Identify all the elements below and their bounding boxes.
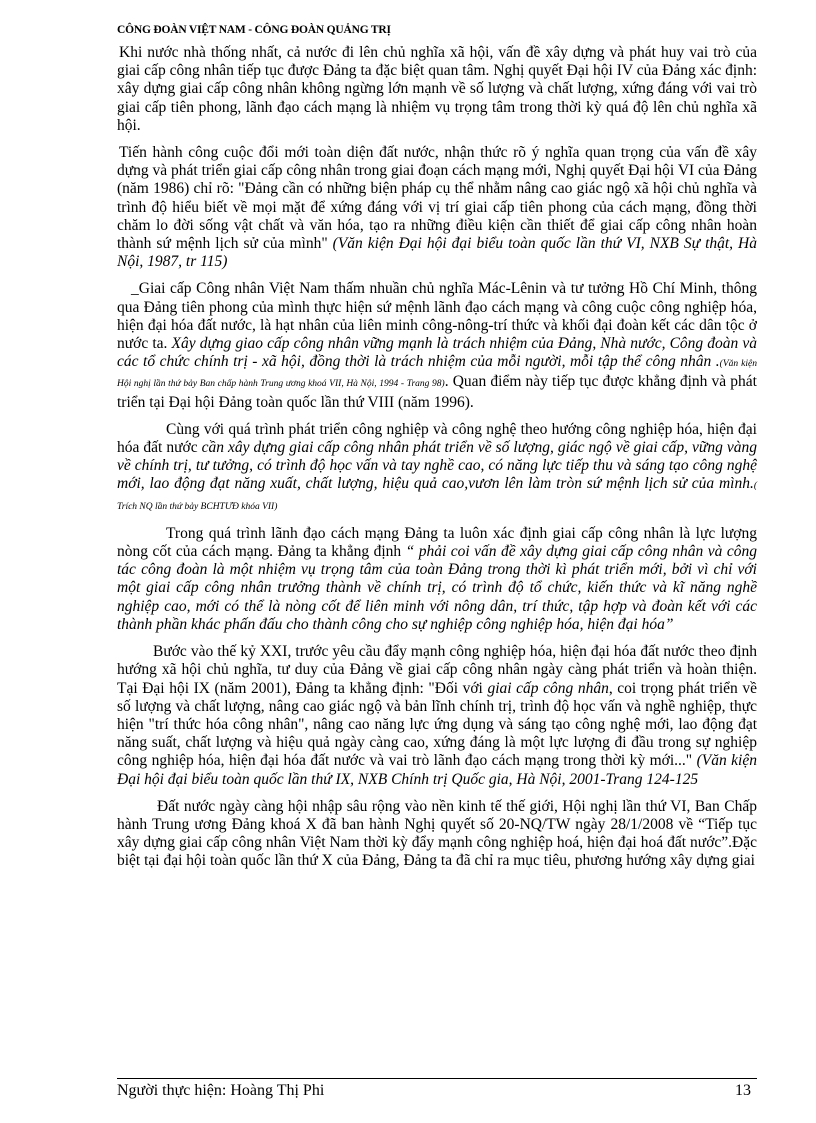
paragraph-3-italic: Xây dựng giao cấp công nhân vững mạnh là trách nhiệm của Đảng, Nhà nước, Công đoàn và các tổ chức chính trị - xã hội, đồng thời là trách nhiệm của mỗi người, mỗi tập thể công nhân . bbox=[117, 335, 757, 371]
paragraph-6-text-b: , coi trọng phát triển về số lượng và chất lượng, nâng cao giác ngộ và bản lĩnh chính trị, trình độ học vấn và nghề nghiệp, thực hiện "trí thức hóa công nhân", nâng cao năng lực ứng dụng và sáng tạo công nghệ mới, lao động đạt năng suất, chất lượng và hiệu quả ngày càng cao, xứng đáng là một lực lượng đi đầu trong sự nghiệp công nghiệp hóa, hiện đại hóa đất nước và vai trò lãnh đạo cách mạng trong thời kỳ mới..." bbox=[117, 679, 758, 770]
paragraph-2 bbox=[117, 144, 757, 271]
body-text bbox=[117, 44, 757, 880]
paragraph-3 bbox=[117, 280, 757, 411]
paragraph-6-citation: (Văn kiện Đại hội đại biểu toàn quốc lần thứ IX, NXB Chính trị Quốc gia, Hà Nội, 2001-Trang 124-125 bbox=[117, 752, 757, 788]
paragraph-4 bbox=[117, 421, 757, 516]
paragraph-5-text: Trong quá trình lãnh đạo cách mạng Đảng ta luôn xác định giai cấp công nhân là lực lượng nòng cốt của cách mạng. Đảng ta khẳng định bbox=[117, 524, 757, 561]
paragraph-6-text-a: Bước vào thế kỷ XXI, trước yêu cầu đẩy mạnh công nghiệp hóa, hiện đại hóa đất nước theo định hướng xã hội chủ nghĩa, tư duy của Đảng về giai cấp công nhân ngày càng phát triển và hoàn thiện. Tại Đại hội IX (năm 2001), Đảng ta khẳng định: "Đối với bbox=[117, 643, 757, 697]
page-number: 13 bbox=[735, 1082, 751, 1099]
page-header: CÔNG ĐOÀN VIỆT NAM - CÔNG ĐOÀN QUẢNG TRỊ bbox=[117, 24, 391, 36]
footer-author: Người thực hiện: Hoàng Thị Phi bbox=[117, 1082, 325, 1099]
paragraph-5-italic: “ phải coi vấn đề xây dựng giai cấp công nhân và công tác công đoàn là một nhiệm vụ trọng tâm của toàn Đảng trong thời kì phát triển mới, bởi vì chỉ với một giai cấp công nhân trưởng thành về chính trị, có trình độ tổ chức, kiến thức và kĩ năng nghề nghiệp cao, mới có thể là nòng cốt để liên minh với nông dân, trí thức, tập hợp và đoàn kết với các thành phần khác phấn đấu cho thành công cho sự nghiệp công nghiệp hóa, hiện đại hóa” bbox=[117, 543, 758, 633]
paragraph-3-end: . Quan điểm này tiếp tục được khẳng định và phát triển tại Đại hội Đảng toàn quốc lần thứ VIII (năm 1996). bbox=[117, 373, 757, 411]
paragraph-6-italic: giai cấp công nhân bbox=[487, 679, 609, 697]
paragraph-4-text: Cùng với quá trình phát triển công nghiệp và công nghệ theo hướng công nghiệp hóa, hiện đại hóa đất nước bbox=[117, 420, 757, 457]
paragraph-2-citation: (Văn kiện Đại hội đại biểu toàn quốc lần thứ VI, NXB Sự thật, Hà Nội, 1987, tr 115) bbox=[117, 235, 757, 271]
paragraph-1: Khi nước nhà thống nhất, cả nước đi lên chủ nghĩa xã hội, vấn đề xây dựng và phát huy vai trò của giai cấp công nhân tiếp tục được Đảng ta đặc biệt quan tâm. Nghị quyết Đại hội IV của Đảng xác định: xây dựng giai cấp công nhân không ngừng lớn mạnh về số lượng và chất lượng, xứng đáng với vai trò giai cấp tiên phong, lãnh đạo cách mạng là nhiệm vụ trọng tâm trong thời kỳ quá độ lên chủ nghĩa xã hội. bbox=[117, 44, 757, 134]
paragraph-4-citation: ( Trích NQ lần thứ bảy BCHTƯĐ khóa VII) bbox=[117, 481, 757, 512]
paragraph-4-italic: cần xây dựng giai cấp công nhân phát triển về số lượng, giác ngộ về giai cấp, vững vàng về chính trị, tư tưởng, có trình độ học vấn và tay nghề cao, có năng lực tiếp thu và sáng tạo công nghệ mới, lao động đạt năng xuất, chất lượng, hiệu quả cao,vươn lên làm tròn sứ mệnh lịch sử của mình. bbox=[117, 439, 757, 493]
paragraph-2-text: Tiến hành công cuộc đổi mới toàn diện đất nước, nhận thức rõ ý nghĩa quan trọng của vấn đề xây dựng và phát triển giai cấp công nhân trong giai đoạn cách mạng mới, Nghị quyết Đại hội VI của Đảng (năm 1986) chỉ rõ: "Đảng cần có những biện pháp cụ thể nhằm nâng cao giác ngộ xã hội chủ nghĩa và trình độ hiểu biết về mọi mặt để xứng đáng với vị trí giai cấp tiên phong của cách mạng, đồng thời chăm lo đời sống vật chất và văn hóa, tạo ra những điều kiện cần thiết để giai cấp công nhân hoàn thành sứ mệnh lịch sử của mình" bbox=[117, 144, 758, 253]
paragraph-6 bbox=[117, 643, 757, 789]
paragraph-5 bbox=[117, 525, 757, 634]
paragraph-3-citation: (Văn kiện Hội nghị lần thứ bảy Ban chấp hành Trung ương khoá VII, Hà Nội, 1994 - Trang 98) bbox=[117, 359, 757, 390]
footer-rule bbox=[117, 1078, 757, 1079]
paragraph-3-text: _Giai cấp Công nhân Việt Nam thấm nhuần chủ nghĩa Mác-Lênin và tư tưởng Hồ Chí Minh, thông qua Đảng tiên phong của mình thực hiện sứ mệnh lãnh đạo cách mạng và công cuộc công nghiệp hóa, hiện đại hóa đất nước, là hạt nhân của liên minh công-nông-trí thức và khối đại đoàn kết các dân tộc ở nước ta. bbox=[117, 280, 757, 353]
paragraph-7: Đất nước ngày càng hội nhập sâu rộng vào nền kinh tế thế giới, Hội nghị lần thứ VI, Ban Chấp hành Trung ương Đảng khoá X đã ban hành Nghị quyết số 20-NQ/TW ngày 28/1/2008 về “Tiếp tục xây dựng giai cấp công nhân Việt Nam thời kỳ đẩy mạnh công nghiệp hoá, hiện đại hoá đất nước”.Đặc biệt tại đại hội toàn quốc lần thứ X của Đảng, Đảng ta đã chỉ ra mục tiêu, phương hướng xây dựng giai bbox=[117, 797, 757, 870]
